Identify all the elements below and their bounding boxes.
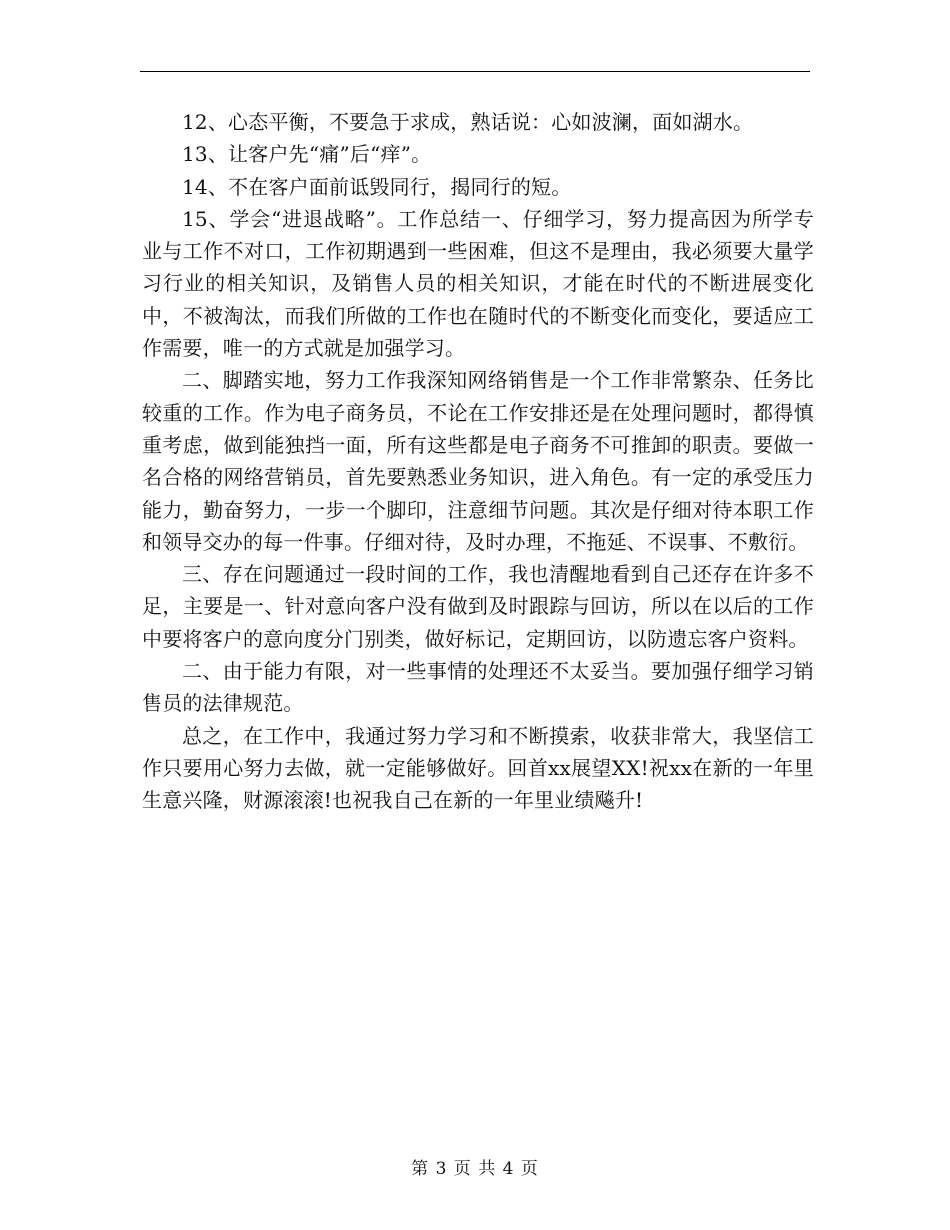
- paragraph-conclusion: 总之，在工作中，我通过努力学习和不断摸索，收获非常大，我坚信工作只要用心努力去做，就一定能够做好。回首xx展望XX!祝xx在新的一年里生意兴隆，财源滚滚!也祝我自己在新的一年里业绩飚升!: [142, 723, 814, 813]
- page-number: 第 3 页 共 4 页: [411, 1159, 539, 1179]
- paragraph-point-two: 二、由于能力有限，对一些事情的处理还不太妥当。要加强仔细学习销售员的法律规范。: [142, 659, 814, 716]
- paragraph-section-two: 二、脚踏实地，努力工作我深知网络销售是一个工作非常繁杂、任务比较重的工作。作为电子商务员，不论在工作安排还是在处理问题时，都得慎重考虑，做到能独挡一面，所有这些都是电子商务不可推卸的职责。要做一名合格的网络营销员，首先要熟悉业务知识，进入角色。有一定的承受压力能力，勤奋努力，一步一个脚印，注意细节问题。其次是仔细对待本职工作和领导交办的每一件事。仔细对待，及时办理，不拖延、不误事、不敷衍。: [142, 368, 814, 554]
- paragraph-item-12: 12、心态平衡，不要急于求成，熟话说：心如波澜，面如湖水。: [182, 110, 754, 134]
- header-rule: [140, 71, 810, 72]
- paragraph-item-14: 14、不在客户面前诋毁同行，揭同行的短。: [182, 174, 572, 199]
- paragraph-item-13: 13、让客户先“痛”后“痒”。: [182, 142, 432, 167]
- document-body: [142, 106, 814, 817]
- paragraph-item-15: 15、学会“进退战略”。工作总结一、仔细学习，努力提高因为所学专业与工作不对口，工作初期遇到一些困难，但这不是理由，我必须要大量学习行业的相关知识，及销售人员的相关知识，才能在时代的不断进展变化中，不被淘汰，而我们所做的工作也在随时代的不断变化而变化，要适应工作需要，唯一的方式就是加强学习。: [142, 206, 814, 361]
- paragraph-section-three: 三、存在问题通过一段时间的工作，我也清醒地看到自己还存在许多不足，主要是一、针对意向客户没有做到及时跟踪与回访，所以在以后的工作中要将客户的意向度分门别类，做好标记，定期回访，以防遗忘客户资料。: [142, 562, 814, 651]
